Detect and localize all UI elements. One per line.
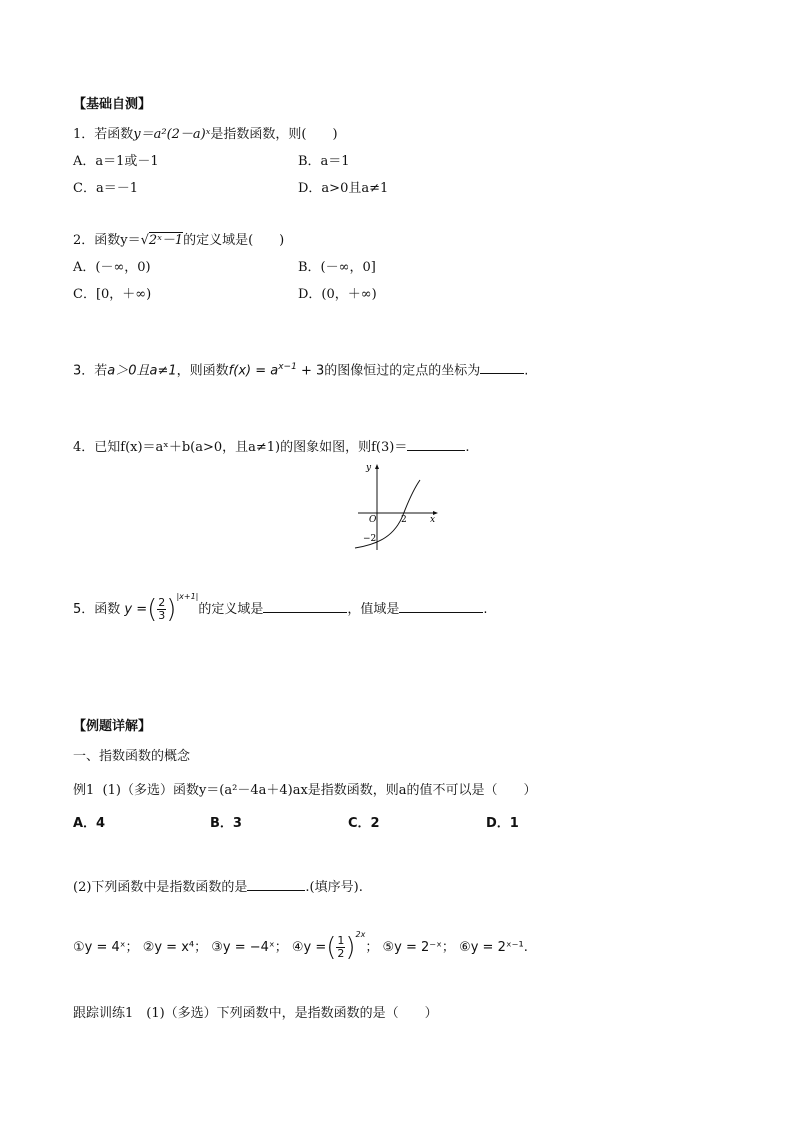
list-item-4: ④y =( $\frac{1}{2}$ )$^{2x}$； [291, 930, 379, 963]
y-axis-arrow-icon [375, 464, 379, 469]
q5-range-blank[interactable] [399, 600, 483, 613]
q2-prefix: 2．函数y＝ [73, 233, 141, 248]
q3-prefix: 3．若 [73, 363, 108, 379]
q5-fraction: $\frac{2}{3}$ [158, 596, 166, 622]
example-1-label: 例1 [73, 783, 95, 798]
q5-prefix: 5．函数 [73, 602, 121, 617]
x-tick-label: 2 [401, 515, 407, 525]
q3-condition: a＞0且a≠1 [107, 363, 177, 379]
q5-mid2: ，值域是 [347, 602, 400, 617]
x-axis-label: x [430, 515, 436, 525]
q3-tail: + 3 [296, 363, 325, 379]
question-1 [73, 126, 338, 144]
q4-text: 4．已知f(x)＝aˣ＋b(a>0，且a≠1)的图象如图，则f(3)＝ [73, 440, 408, 455]
q1-function: y＝a²(2－a)ˣ [133, 127, 211, 142]
q2-option-b[interactable]: B．(－∞，0] [298, 260, 376, 275]
example-1-part-2 [73, 878, 363, 897]
q5-exponent: |x+1| [176, 592, 199, 601]
ex1-function-list [73, 920, 528, 963]
q2-radicand: 2ˣ－1 [148, 233, 184, 248]
question-5: 5．函数 y =( $\frac{2}{3}$ )$^{|x+1|}$的定义域是 ，值域是 . [73, 592, 488, 625]
example-1-text: (1)（多选）函数y＝(a²－4a＋4)ax是指数函数，则a的值不可以是（ ） [102, 783, 537, 798]
q5-domain-blank[interactable] [263, 600, 347, 613]
question-4 [73, 438, 469, 457]
section-title-basic-test: 【基础自测】 [73, 97, 152, 112]
ex1-option-d[interactable]: D．1 [486, 816, 519, 831]
q2-option-a[interactable]: A．(－∞，0) [73, 260, 151, 275]
q5-y: y = [124, 602, 148, 617]
q3-end: . [524, 363, 529, 379]
example-1-part-1 [73, 782, 537, 800]
list-item-6: ⑥y = 2ˣ⁻¹. [459, 940, 528, 955]
tracking-training-1: 跟踪训练1 (1)（多选）下列函数中，是指数函数的是（ ） [73, 1006, 438, 1021]
q2-suffix: 的定义域是( ) [183, 233, 285, 248]
q4-end: . [465, 440, 470, 455]
q4-graph [350, 460, 442, 552]
q3-suffix: 的图像恒过的定点的坐标为 [324, 363, 481, 379]
q2-option-c[interactable]: C．[0，＋∞) [73, 287, 152, 302]
ex1-option-b[interactable]: B．3 [210, 816, 242, 831]
list-item-5: ⑤y = 2⁻ˣ； [382, 940, 455, 955]
subsection-title: 一、指数函数的概念 [73, 749, 191, 764]
q3-mid: ，则函数 [176, 363, 229, 379]
q5-end: . [483, 602, 488, 617]
y-tick-label: −2 [363, 534, 377, 544]
q5-mid: 的定义域是 [198, 602, 264, 617]
section-title-examples: 【例题详解】 [73, 719, 152, 734]
q1-prefix: 1．若函数 [73, 127, 134, 142]
sqrt-sign: √ [140, 233, 149, 248]
q4-answer-blank[interactable] [407, 438, 465, 451]
list-item-3: ③y = −4ˣ； [211, 940, 288, 955]
y-axis-label: y [366, 463, 372, 473]
ex1-part2-end: .(填序号). [305, 880, 363, 895]
list-item-1: ①y = 4ˣ； [73, 940, 139, 955]
ex1-option-c[interactable]: C．2 [348, 816, 380, 831]
q1-option-c[interactable]: C．a＝－1 [73, 181, 138, 196]
ex1-part2-blank[interactable] [247, 878, 305, 891]
q1-option-a[interactable]: A．a＝1或－1 [73, 154, 159, 169]
q1-suffix: 是指数函数，则( ) [210, 127, 338, 142]
q2-option-d[interactable]: D．(0，＋∞) [298, 287, 377, 302]
q1-option-b[interactable]: B．a＝1 [298, 154, 350, 169]
q3-answer-blank[interactable] [480, 361, 524, 374]
q3-exponent: x−1 [278, 362, 297, 372]
question-2 [73, 232, 284, 250]
question-3 [73, 358, 528, 380]
ex1-part2-text: (2)下列函数中是指数函数的是 [73, 880, 248, 895]
q3-function: f(x) = a [228, 363, 279, 379]
origin-label: O [369, 515, 377, 525]
list-item-2: ②y = x⁴； [142, 940, 208, 955]
q1-option-d[interactable]: D．a>0且a≠1 [298, 181, 389, 196]
ex1-option-a[interactable]: A．4 [73, 816, 106, 831]
